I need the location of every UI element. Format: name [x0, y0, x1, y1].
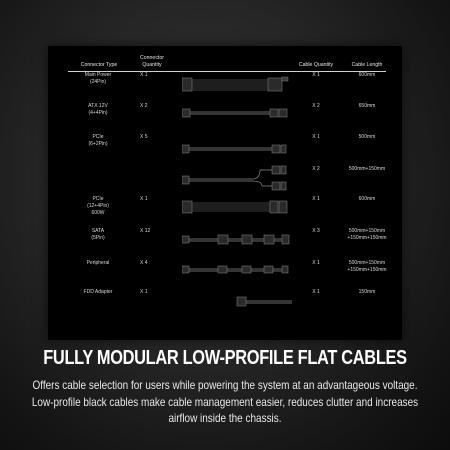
header-connector-quantity-line2: Quantity: [142, 61, 162, 68]
cable-length: 500mm: [358, 134, 376, 140]
header-cable-length: Cable Length: [351, 62, 383, 68]
peripheral-cable-icon: [182, 262, 292, 278]
cable-qty: X 1: [312, 260, 320, 266]
type-line: PCIe: [92, 196, 104, 202]
cable-length: 600mm: [358, 72, 376, 78]
type-line: 600W: [91, 210, 105, 216]
type-line: (4+4Pin): [88, 110, 108, 116]
type-line: SATA: [91, 228, 105, 234]
type-line: (5Pin): [91, 235, 105, 241]
description-line: Low-profile black cables make cable management easier, reduces clutter and increases: [31, 395, 419, 409]
cable-qty: X 1: [312, 196, 320, 202]
pcie-12vhpwr-cable-icon: [182, 198, 292, 216]
table-row-type: [72, 196, 124, 217]
length-line: +150mm+150mm: [347, 267, 387, 273]
headline: FULLY MODULAR LOW-PROFILE FLAT CABLES: [43, 347, 407, 369]
table-row-type: [72, 103, 124, 117]
cable-qty: X 3: [312, 228, 320, 234]
length-line: +150mm+150mm: [347, 235, 387, 241]
table-row-type: [72, 289, 124, 296]
pcie-split-cable-icon: [182, 164, 292, 192]
connector-qty: X 1: [140, 196, 148, 202]
header-connector-type: Connector Type: [80, 62, 118, 68]
header-connector-quantity-line1: Connector: [140, 55, 164, 61]
cable-qty: X 1: [312, 289, 320, 295]
cable-qty: X 1: [312, 134, 320, 140]
fdd-adapter-cable-icon: [182, 294, 292, 310]
table-row-type: [72, 72, 124, 86]
cable-length: [334, 228, 400, 242]
cable-length: [334, 260, 400, 274]
cable-qty: X 2: [312, 166, 320, 172]
type-line: Main Power: [84, 72, 112, 78]
cable-length: 150mm: [358, 289, 376, 295]
table-row-type: [72, 260, 124, 267]
length-line: 500mm+150mm: [348, 228, 386, 234]
main-power-cable-icon: [182, 75, 292, 95]
cable-spec-panel: [48, 46, 402, 340]
pcie-cable-icon: [182, 141, 292, 157]
length-line: 500mm+150mm: [348, 260, 386, 266]
type-line: PCIe: [92, 134, 104, 140]
atx-12v-cable-icon: [182, 106, 292, 122]
connector-qty: X 1: [140, 289, 148, 295]
type-line: ATX 12V: [88, 103, 108, 109]
header-connector-quantity: [132, 55, 172, 68]
description: [0, 378, 450, 428]
type-line: (12+4Pin): [87, 203, 109, 209]
connector-qty: X 4: [140, 260, 148, 266]
type-line: Peripheral: [86, 260, 110, 266]
table-row-type: [72, 134, 124, 148]
table-row-type: [72, 228, 124, 242]
cable-length: 600mm: [358, 196, 376, 202]
connector-qty: X 2: [140, 103, 148, 109]
connector-qty: X 5: [140, 134, 148, 140]
cable-qty: X 2: [312, 103, 320, 109]
type-line: FDD Adapter: [83, 289, 113, 295]
type-line: (6+2Pin): [88, 141, 108, 147]
sata-cable-icon: [182, 232, 292, 248]
connector-qty: X 1: [140, 72, 148, 78]
header-cable-quantity: Cable Quantity: [298, 62, 334, 68]
type-line: (24Pin): [89, 79, 107, 85]
description-line: Offers cable selection for users while powering the system at an advantageous voltage.: [32, 379, 418, 392]
cable-length: 500mm+150mm: [348, 166, 386, 172]
cable-qty: X 1: [312, 72, 320, 78]
connector-qty: X 12: [140, 228, 151, 234]
description-line: airflow inside the chassis.: [168, 412, 282, 425]
cable-length: 650mm: [358, 103, 376, 109]
